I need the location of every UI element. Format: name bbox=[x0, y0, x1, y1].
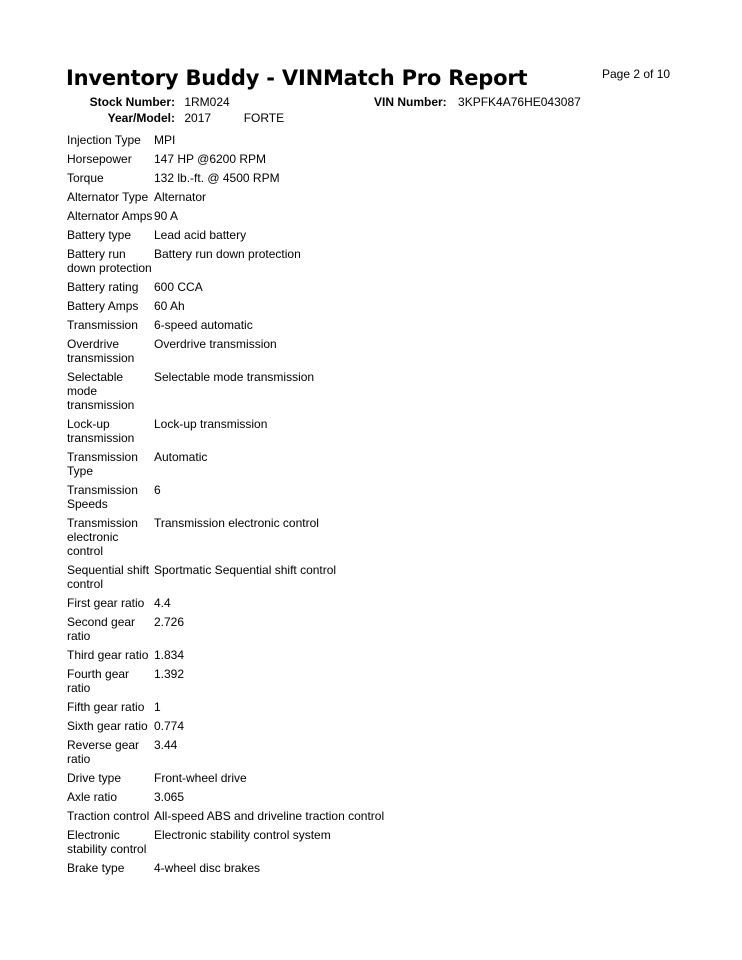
spec-row bbox=[67, 450, 384, 483]
spec-label: Transmission Speeds bbox=[67, 483, 138, 511]
spec-row bbox=[67, 247, 384, 280]
spec-value: Lock-up transmission bbox=[154, 417, 268, 431]
spec-label: Battery run down protection bbox=[67, 247, 152, 275]
spec-label: Selectable mode transmission bbox=[67, 370, 135, 412]
spec-value: 600 CCA bbox=[154, 280, 203, 294]
spec-row bbox=[67, 828, 384, 861]
spec-label: Reverse gear ratio bbox=[67, 738, 140, 766]
model-value: FORTE bbox=[243, 111, 285, 125]
spec-row bbox=[67, 596, 384, 615]
spec-label: Electronic stability control bbox=[67, 828, 147, 856]
spec-label: Sixth gear ratio bbox=[67, 719, 148, 733]
spec-label: Battery type bbox=[67, 228, 132, 242]
spec-label: Fifth gear ratio bbox=[67, 700, 145, 714]
year-model-label: Year/Model: bbox=[107, 111, 175, 125]
spec-row bbox=[67, 190, 384, 209]
spec-table-body bbox=[67, 133, 384, 880]
spec-label: Injection Type bbox=[67, 133, 141, 147]
spec-value: Electronic stability control system bbox=[154, 828, 331, 842]
spec-row bbox=[67, 417, 384, 450]
spec-row bbox=[67, 563, 384, 596]
spec-row bbox=[67, 209, 384, 228]
spec-row bbox=[67, 719, 384, 738]
spec-value: 3.065 bbox=[154, 790, 185, 804]
spec-row bbox=[67, 152, 384, 171]
spec-value: Transmission electronic control bbox=[154, 516, 319, 530]
spec-label: Traction control bbox=[67, 809, 150, 823]
spec-value: 6-speed automatic bbox=[154, 318, 253, 332]
spec-value: Selectable mode transmission bbox=[154, 370, 315, 384]
stock-number-label: Stock Number: bbox=[89, 95, 175, 109]
spec-label: Transmission Type bbox=[67, 450, 138, 478]
spec-value: 1 bbox=[154, 700, 161, 714]
stock-number-row bbox=[89, 95, 230, 109]
spec-row bbox=[67, 370, 384, 417]
spec-value: 132 lb.-ft. @ 4500 RPM bbox=[154, 171, 280, 185]
year-value: 2017 bbox=[184, 111, 212, 125]
spec-label: Lock-up transmission bbox=[67, 417, 135, 445]
spec-value: MPI bbox=[154, 133, 176, 147]
spec-label: Alternator Type bbox=[67, 190, 149, 204]
vin-number-value: 3KPFK4A76HE043087 bbox=[458, 95, 581, 109]
spec-label: Transmission bbox=[67, 318, 138, 332]
spec-label: Second gear ratio bbox=[67, 615, 136, 643]
spec-label: Brake type bbox=[67, 861, 125, 875]
spec-row bbox=[67, 337, 384, 370]
spec-label: Third gear ratio bbox=[67, 648, 149, 662]
spec-row bbox=[67, 809, 384, 828]
spec-label: Torque bbox=[67, 171, 104, 185]
spec-label: Battery Amps bbox=[67, 299, 139, 313]
spec-label: Axle ratio bbox=[67, 790, 118, 804]
spec-value: 0.774 bbox=[154, 719, 185, 733]
spec-row bbox=[67, 318, 384, 337]
spec-label: Overdrive transmission bbox=[67, 337, 135, 365]
vin-number-row bbox=[374, 95, 581, 109]
spec-label: Drive type bbox=[67, 771, 122, 785]
spec-row bbox=[67, 280, 384, 299]
spec-table bbox=[67, 133, 384, 880]
spec-value: 60 Ah bbox=[154, 299, 185, 313]
spec-row bbox=[67, 667, 384, 700]
spec-label: Transmission electronic control bbox=[67, 516, 138, 558]
spec-label: Battery rating bbox=[67, 280, 139, 294]
spec-row bbox=[67, 228, 384, 247]
spec-value: Lead acid battery bbox=[154, 228, 247, 242]
spec-value: 6 bbox=[154, 483, 161, 497]
spec-row bbox=[67, 516, 384, 563]
spec-value: Alternator bbox=[154, 190, 207, 204]
spec-value: 4.4 bbox=[154, 596, 171, 610]
spec-row bbox=[67, 771, 384, 790]
stock-number-value: 1RM024 bbox=[184, 95, 230, 109]
spec-value: 1.392 bbox=[154, 667, 185, 681]
spec-value: Sportmatic Sequential shift control bbox=[154, 563, 337, 577]
spec-value: Battery run down protection bbox=[154, 247, 301, 261]
spec-row bbox=[67, 861, 384, 880]
spec-value: 4-wheel disc brakes bbox=[154, 861, 261, 875]
spec-value: 1.834 bbox=[154, 648, 185, 662]
spec-value: Overdrive transmission bbox=[154, 337, 277, 351]
spec-row bbox=[67, 615, 384, 648]
spec-label: Horsepower bbox=[67, 152, 132, 166]
report-title: Inventory Buddy - VINMatch Pro Report bbox=[66, 66, 528, 90]
spec-row bbox=[67, 790, 384, 809]
vin-number-label: VIN Number: bbox=[374, 95, 447, 109]
spec-label: Fourth gear ratio bbox=[67, 667, 130, 695]
spec-row bbox=[67, 483, 384, 516]
spec-row bbox=[67, 700, 384, 719]
page-number: Page 2 of 10 bbox=[602, 67, 671, 81]
spec-label: Alternator Amps bbox=[67, 209, 153, 223]
spec-value: 2.726 bbox=[154, 615, 185, 629]
spec-value: 147 HP @6200 RPM bbox=[154, 152, 267, 166]
spec-row bbox=[67, 171, 384, 190]
year-model-row bbox=[89, 111, 284, 125]
spec-label: Sequential shift control bbox=[67, 563, 150, 591]
spec-row bbox=[67, 648, 384, 667]
spec-value: All-speed ABS and driveline traction control bbox=[154, 809, 385, 823]
spec-value: Front-wheel drive bbox=[154, 771, 247, 785]
spec-value: 3.44 bbox=[154, 738, 178, 752]
spec-label: First gear ratio bbox=[67, 596, 145, 610]
spec-row bbox=[67, 133, 384, 152]
spec-value: 90 A bbox=[154, 209, 179, 223]
spec-value: Automatic bbox=[154, 450, 208, 464]
spec-row bbox=[67, 299, 384, 318]
spec-row bbox=[67, 738, 384, 771]
